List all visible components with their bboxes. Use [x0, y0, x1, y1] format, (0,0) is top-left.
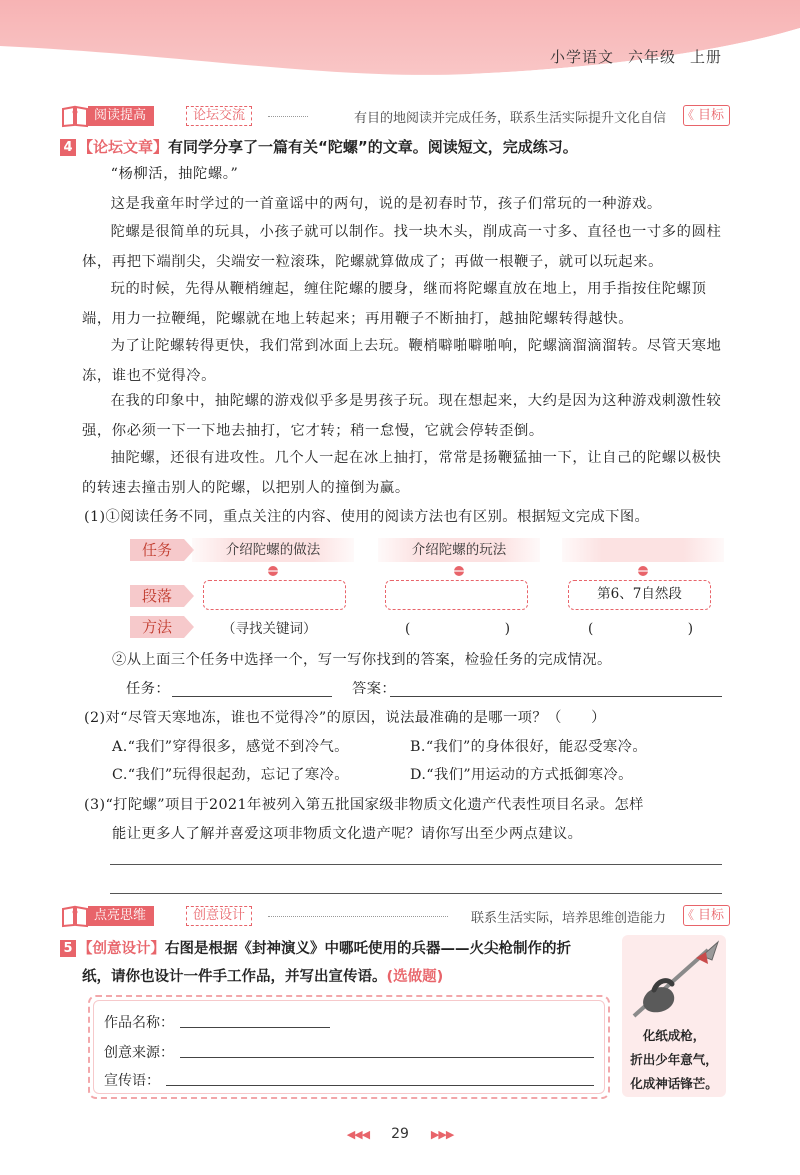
field-label-source: 创意来源： [104, 1045, 174, 1061]
subquestion-3-line1: (3)“打陀螺”项目于2021年被列入第五批国家级非物质文化遗产代表性项目名录。怎样 [84, 797, 644, 813]
passage-paragraph: 陀螺是很简单的玩具，小孩子就可以制作。找一块木头，削成高一寸多、直径也一寸多的圆柱体，再把下端削尖，尖端安一粒滚珠，陀螺就算做成了；再做一根鞭子，就可以玩起来。 [82, 224, 722, 270]
caption-line: 化纸成枪， [642, 1028, 706, 1043]
question-tag: 【创意设计】 [78, 941, 165, 957]
work-name-line[interactable] [180, 1027, 330, 1028]
dotted-divider [268, 916, 448, 917]
book-icon [60, 904, 90, 928]
passage-paragraph: 为了让陀螺转得更快，我们常到冰面上去玩。鞭梢噼啪噼啪响，陀螺滴溜滴溜转。尽管天寒地冻，谁也不觉得冷。 [82, 338, 722, 384]
section-bar-reading [60, 104, 730, 128]
section-main-label: 阅读提高 [88, 106, 154, 126]
caption-line: 折出少年意气， [630, 1052, 718, 1067]
option-a[interactable]: A.“我们”穿得很多，感觉不到冷气。 [112, 739, 349, 755]
row-label-method: 方法 [130, 616, 184, 638]
header-subject: 小学语文 [549, 48, 614, 66]
passage-paragraph: 抽陀螺，还很有进攻性。几个人一起在冰上抽打，常常是扬鞭猛抽一下，让自己的陀螺以极快的转速去撞击别人的陀螺，以把别人的撞倒为赢。 [82, 450, 722, 496]
section-bar-thinking [60, 904, 730, 928]
option-d[interactable]: D.“我们”用运动的方式抵御寒冷。 [410, 767, 633, 783]
subquestion-2-stem: (2)对“尽管天寒地冻，谁也不觉得冷”的原因，说法最准确的是哪一项？（ ） [84, 710, 606, 726]
section-sub-label: 创意设计 [186, 906, 252, 926]
task-answer-line[interactable] [172, 696, 332, 697]
section-goal-text: 联系生活实际，培养思维创造能力 [470, 911, 666, 926]
task-cell: 介绍陀螺的做法 [192, 538, 354, 562]
section-goal-text: 有目的地阅读并完成任务，联系生活实际提升文化自信 [353, 111, 666, 126]
right-arrows-icon: ▶▶▶ [430, 1128, 454, 1141]
passage-paragraph: 这是我童年时学过的一首童谣中的两句，说的是初春时节，孩子们常玩的一种游戏。 [110, 196, 662, 212]
answer-label: 答案： [352, 681, 397, 697]
question-number: 4 [60, 139, 76, 156]
pin-icon [453, 565, 465, 577]
subquestion-1-part2: ②从上面三个任务中选择一个，写一写你找到的答案，检验任务的完成情况。 [112, 652, 612, 668]
section-main-label: 点亮思维 [88, 906, 154, 926]
task-label: 任务： [126, 681, 171, 697]
page-footer [0, 1126, 800, 1142]
question-4-heading [60, 136, 578, 157]
row-label-task: 任务 [130, 539, 184, 561]
question-number: 5 [60, 940, 76, 957]
header-volume: 上册 [689, 48, 722, 66]
task-cell-blank[interactable] [562, 538, 724, 562]
subquestion-1-intro: (1)①阅读任务不同，重点关注的内容、使用的阅读方法也有区别。根据短文完成下图。 [84, 509, 650, 525]
question-5-line2 [82, 965, 443, 986]
paragraph-answer-box[interactable] [203, 580, 346, 610]
origami-spear-icon [628, 940, 720, 1022]
question-tag: 【论坛文章】 [78, 138, 169, 156]
passage-paragraph: “杨柳活，抽陀螺。” [110, 166, 239, 182]
option-c[interactable]: C.“我们”玩得很起劲，忘记了寒冷。 [112, 767, 349, 783]
pin-icon [267, 565, 279, 577]
header-title [536, 46, 722, 67]
option-b[interactable]: B.“我们”的身体很好，能忍受寒冷。 [410, 739, 648, 755]
answer-line[interactable] [390, 696, 722, 697]
paragraph-answer-box[interactable] [385, 580, 528, 610]
question-5-heading [60, 937, 615, 958]
field-label-slogan: 宣传语： [104, 1073, 160, 1089]
passage-paragraph: 玩的时候，先得从鞭梢缠起，缠住陀螺的腰身，继而将陀螺直放在地上，用手指按住陀螺顶端，用力一拉鞭绳，陀螺就在地上转起来；再用鞭子不断抽打，越抽陀螺转得越快。 [82, 281, 707, 327]
page-number: 29 [391, 1126, 409, 1142]
dotted-divider [268, 116, 308, 117]
writing-line[interactable] [110, 893, 722, 894]
slogan-line[interactable] [166, 1085, 594, 1086]
row-label-paragraph: 段落 [130, 585, 184, 607]
optional-tag: (选做题) [386, 969, 444, 985]
header-grade: 六年级 [627, 48, 676, 66]
method-blank[interactable]: ( ) [588, 621, 694, 637]
field-label-work-name: 作品名称： [104, 1015, 174, 1031]
section-sub-label: 论坛交流 [186, 106, 252, 126]
passage-paragraph: 在我的印象中，抽陀螺的游戏似乎多是男孩子玩。现在想起来，大约是因为这种游戏刺激性较强，你必须一下一下地去抽打，它才转；稍一怠慢，它就会停转歪倒。 [82, 393, 722, 439]
question-line1: 右图是根据《封神演义》中哪吒使用的兵器——火尖枪制作的折 [165, 941, 571, 957]
method-blank[interactable]: ( ) [405, 621, 511, 637]
subquestion-3-line2: 能让更多人了解并喜爱这项非物质文化遗产呢？请你写出至少两点建议。 [112, 826, 583, 842]
task-cell: 介绍陀螺的玩法 [378, 538, 540, 562]
paragraph-answer-box: 第6、7自然段 [568, 580, 711, 610]
writing-line[interactable] [110, 864, 722, 865]
pin-icon [637, 565, 649, 577]
goal-badge: 《 目标 [683, 105, 730, 126]
left-arrows-icon: ◀◀◀ [346, 1128, 370, 1141]
question-title: 有同学分享了一篇有关“陀螺”的文章。阅读短文，完成练习。 [168, 138, 578, 156]
book-icon [60, 104, 90, 128]
goal-badge: 《 目标 [683, 905, 730, 926]
question-line2: 纸，请你也设计一件手工作品，并写出宣传语。 [82, 969, 387, 985]
caption-line: 化成神话锋芒。 [630, 1076, 718, 1091]
page-header [0, 0, 800, 95]
source-line[interactable] [180, 1057, 594, 1058]
method-cell: （寻找关键词） [222, 621, 317, 637]
